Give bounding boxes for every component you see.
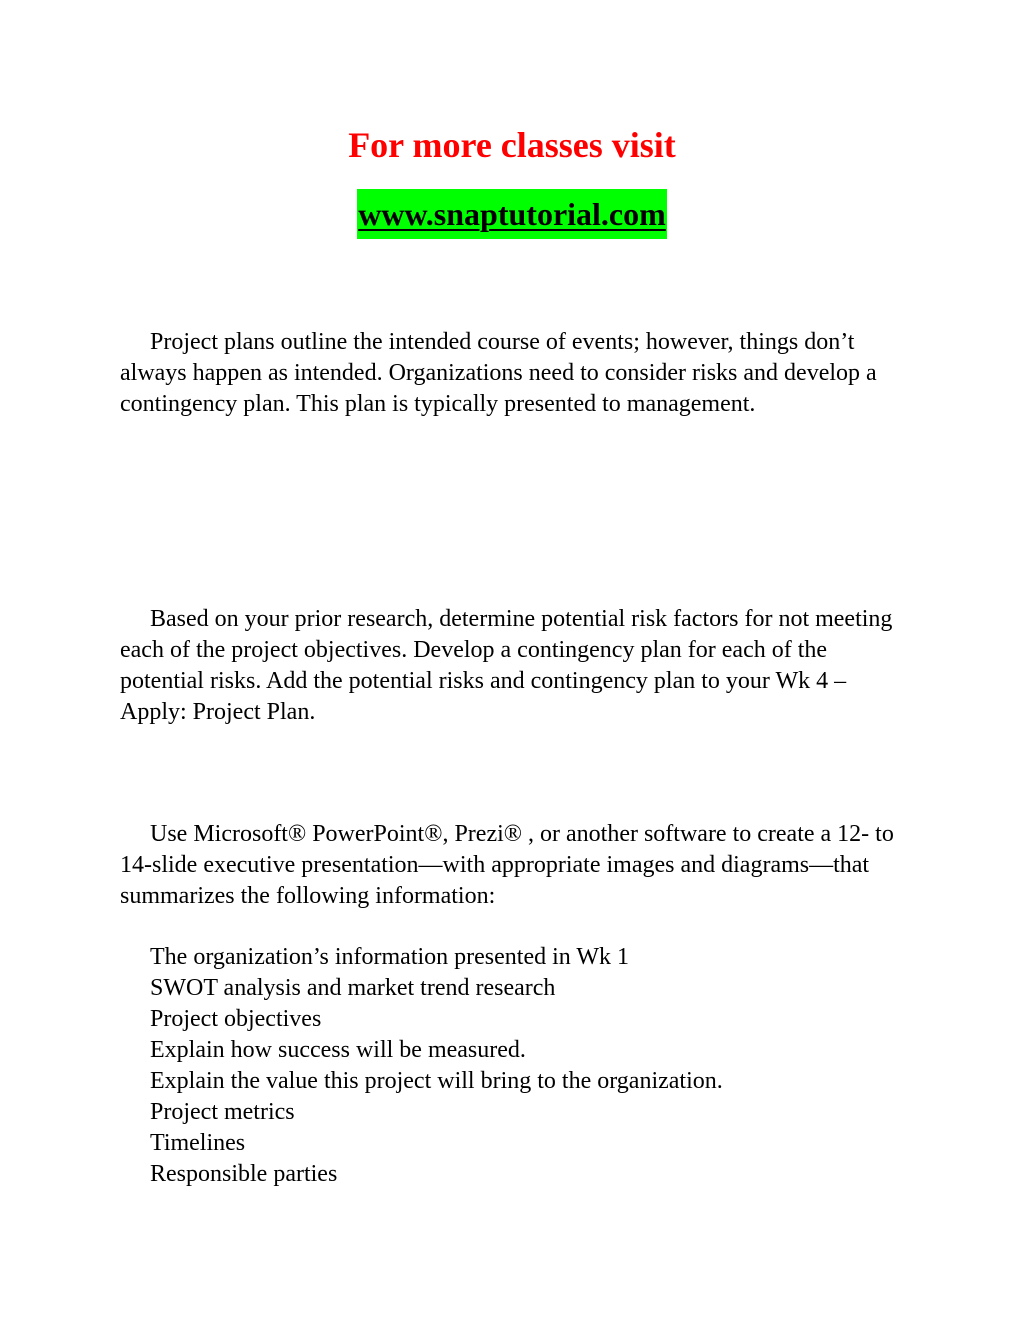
list-item: Responsible parties xyxy=(150,1161,338,1187)
list-item: SWOT analysis and market trend research xyxy=(150,975,556,1001)
instructions-paragraph: Based on your prior research, determine potential risk factors for not meeting each of the project objectives. Develop a contingency plan for each of the potential risks. Add the potential risks and contingency plan to your Wk 4 – Apply: Project Plan. xyxy=(120,606,893,725)
list-item: Project objectives xyxy=(150,1006,322,1032)
promo-link[interactable]: www.snaptutorial.com xyxy=(357,189,667,239)
promo-link-container xyxy=(0,189,1024,239)
list-item: The organization’s information presented in Wk 1 xyxy=(150,944,629,970)
presentation-paragraph: Use Microsoft® PowerPoint®, Prezi® , or another software to create a 12- to 14-slide executive presentation—with appropriate images and diagrams—that summarizes the following information: xyxy=(120,821,894,909)
list-item: Explain how success will be measured. xyxy=(150,1037,526,1063)
intro-paragraph: Project plans outline the intended course of events; however, things don’t always happen as intended. Organizations need to consider risks and develop a contingency plan. This plan is typically presented to management. xyxy=(120,329,877,417)
list-item: Project metrics xyxy=(150,1099,295,1125)
list-item: Explain the value this project will bring to the organization. xyxy=(150,1068,723,1094)
list-item: Timelines xyxy=(150,1130,246,1156)
promo-heading: For more classes visit xyxy=(348,125,676,165)
summary-topics-list xyxy=(150,942,723,1190)
